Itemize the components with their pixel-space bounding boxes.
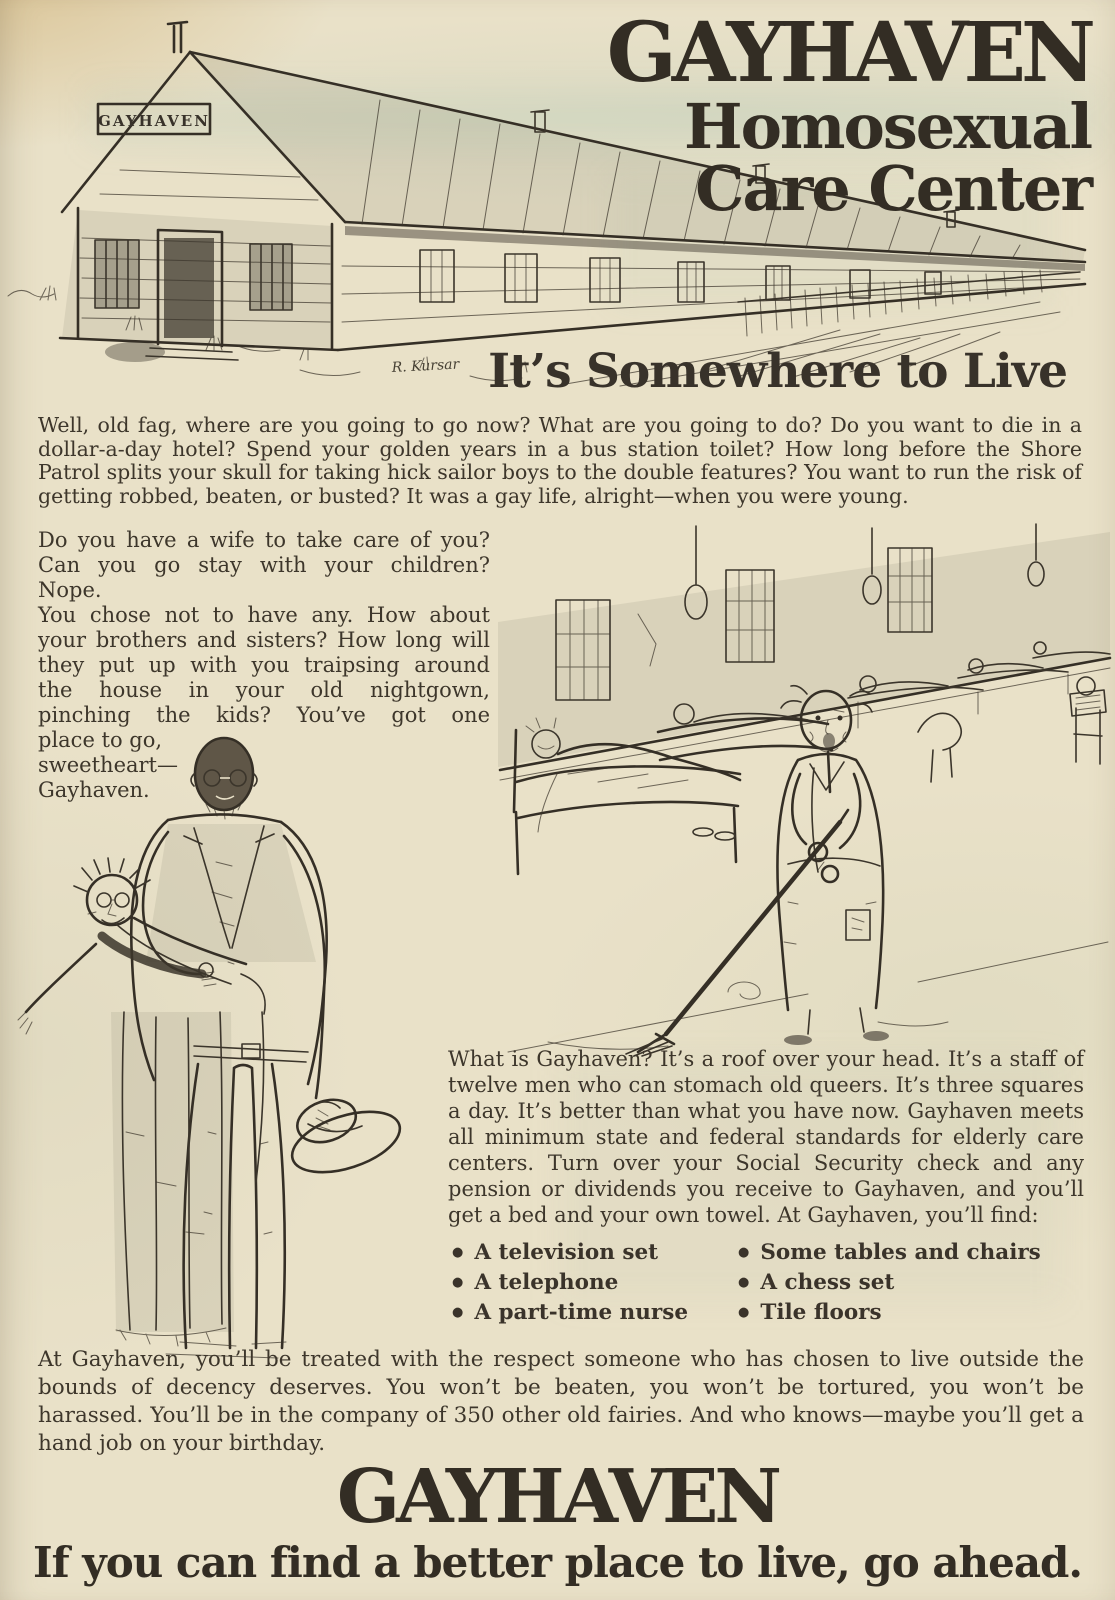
amenity-label: Tile floors [760, 1300, 882, 1325]
amenity-item [452, 1238, 738, 1268]
left-column-paragraph [38, 528, 490, 803]
amenity-label: A telephone [474, 1270, 619, 1295]
carrying-illustration [16, 712, 466, 1362]
column-text-line: Gayhaven. [38, 778, 150, 802]
amenity-label: Some tables and chairs [760, 1240, 1041, 1265]
footer-tagline: If you can find a better place to live, go ahead. [32, 1538, 1083, 1587]
what-is-gayhaven-paragraph: What is Gayhaven? It’s a roof over your head. It’s a staff of twelve men who can stomach old queers. It’s three squares a day. It’s better than what you have now. Gayhaven meets all minimum state and federal standards for elderly care centers. Turn over your Social Security check and any pension or dividends you receive to Gayhaven, and you’ll get a bed and your own towel. At Gayhaven, you’ll find: [448, 1047, 1084, 1227]
headline-somewhere-to-live: It’s Somewhere to Live [488, 344, 1067, 399]
bullet-dot-icon: ● [452, 1275, 464, 1290]
column-text-line: place to go, [38, 728, 163, 752]
amenities-list [452, 1238, 1092, 1328]
amenities-column-2 [738, 1238, 1088, 1328]
column-text-line: You chose not to have any. How about [38, 603, 490, 627]
amenity-label: A part-time nurse [474, 1300, 689, 1325]
intro-paragraph: Well, old fag, where are you going to go now? What are you going to do? Do you want to die in a dollar-a-day hotel? Spend your golden years in a bus station toilet? How long before the Shore Patrol splits your skull for taking hick sailor boys to the double features? You want to run the risk of getting robbed, beaten, or busted? It was a gay life, alright—when you were young. [38, 413, 1082, 508]
closing-paragraph: At Gayhaven, you’ll be treated with the respect someone who has chosen to live outside the bounds of decency deserves. You won’t be beaten, you won’t be tortured, you won’t be harassed. You’ll be in the company of 350 other old fairies. And who knows—maybe you’ll get a hand job on your birthday. [38, 1347, 1084, 1456]
logo-gayhaven-top: GAYHAVEN [606, 5, 1091, 101]
bullet-dot-icon: ● [452, 1245, 464, 1260]
masthead [606, 5, 1091, 225]
amenity-item [452, 1298, 738, 1328]
column-text-line: Do you have a wife to take care of you? [38, 528, 490, 552]
column-text-line: the house in your old nightgown, [38, 678, 490, 702]
amenity-label: A chess set [760, 1270, 895, 1295]
bullet-dot-icon: ● [738, 1245, 750, 1260]
bullet-dot-icon: ● [738, 1305, 750, 1320]
column-text-line: your brothers and sisters? How long will [38, 628, 490, 652]
amenity-item [738, 1238, 1088, 1268]
amenity-label: A television set [474, 1240, 659, 1265]
amenities-column-1 [452, 1238, 738, 1328]
footer-logo-gayhaven: GAYHAVEN [336, 1454, 779, 1540]
amenity-item [738, 1298, 1088, 1328]
artist-signature: R. Kursar [391, 356, 460, 376]
column-text-line: they put up with you traipsing around [38, 653, 490, 677]
subtitle-care-center: Care Center [695, 151, 1091, 225]
column-text-line: Can you go stay with your children? Nope. [38, 553, 490, 602]
bullet-dot-icon: ● [452, 1305, 464, 1320]
dormitory-illustration [488, 522, 1115, 1057]
bullet-dot-icon: ● [738, 1275, 750, 1290]
column-text-line: pinching the kids? You’ve got one [38, 703, 490, 727]
subtitle-homosexual: Homosexual [683, 89, 1091, 163]
amenity-item [738, 1268, 1088, 1298]
column-text-line: sweetheart— [38, 753, 178, 777]
building-sign-text: GAYHAVEN [98, 112, 210, 130]
amenity-item [452, 1268, 738, 1298]
